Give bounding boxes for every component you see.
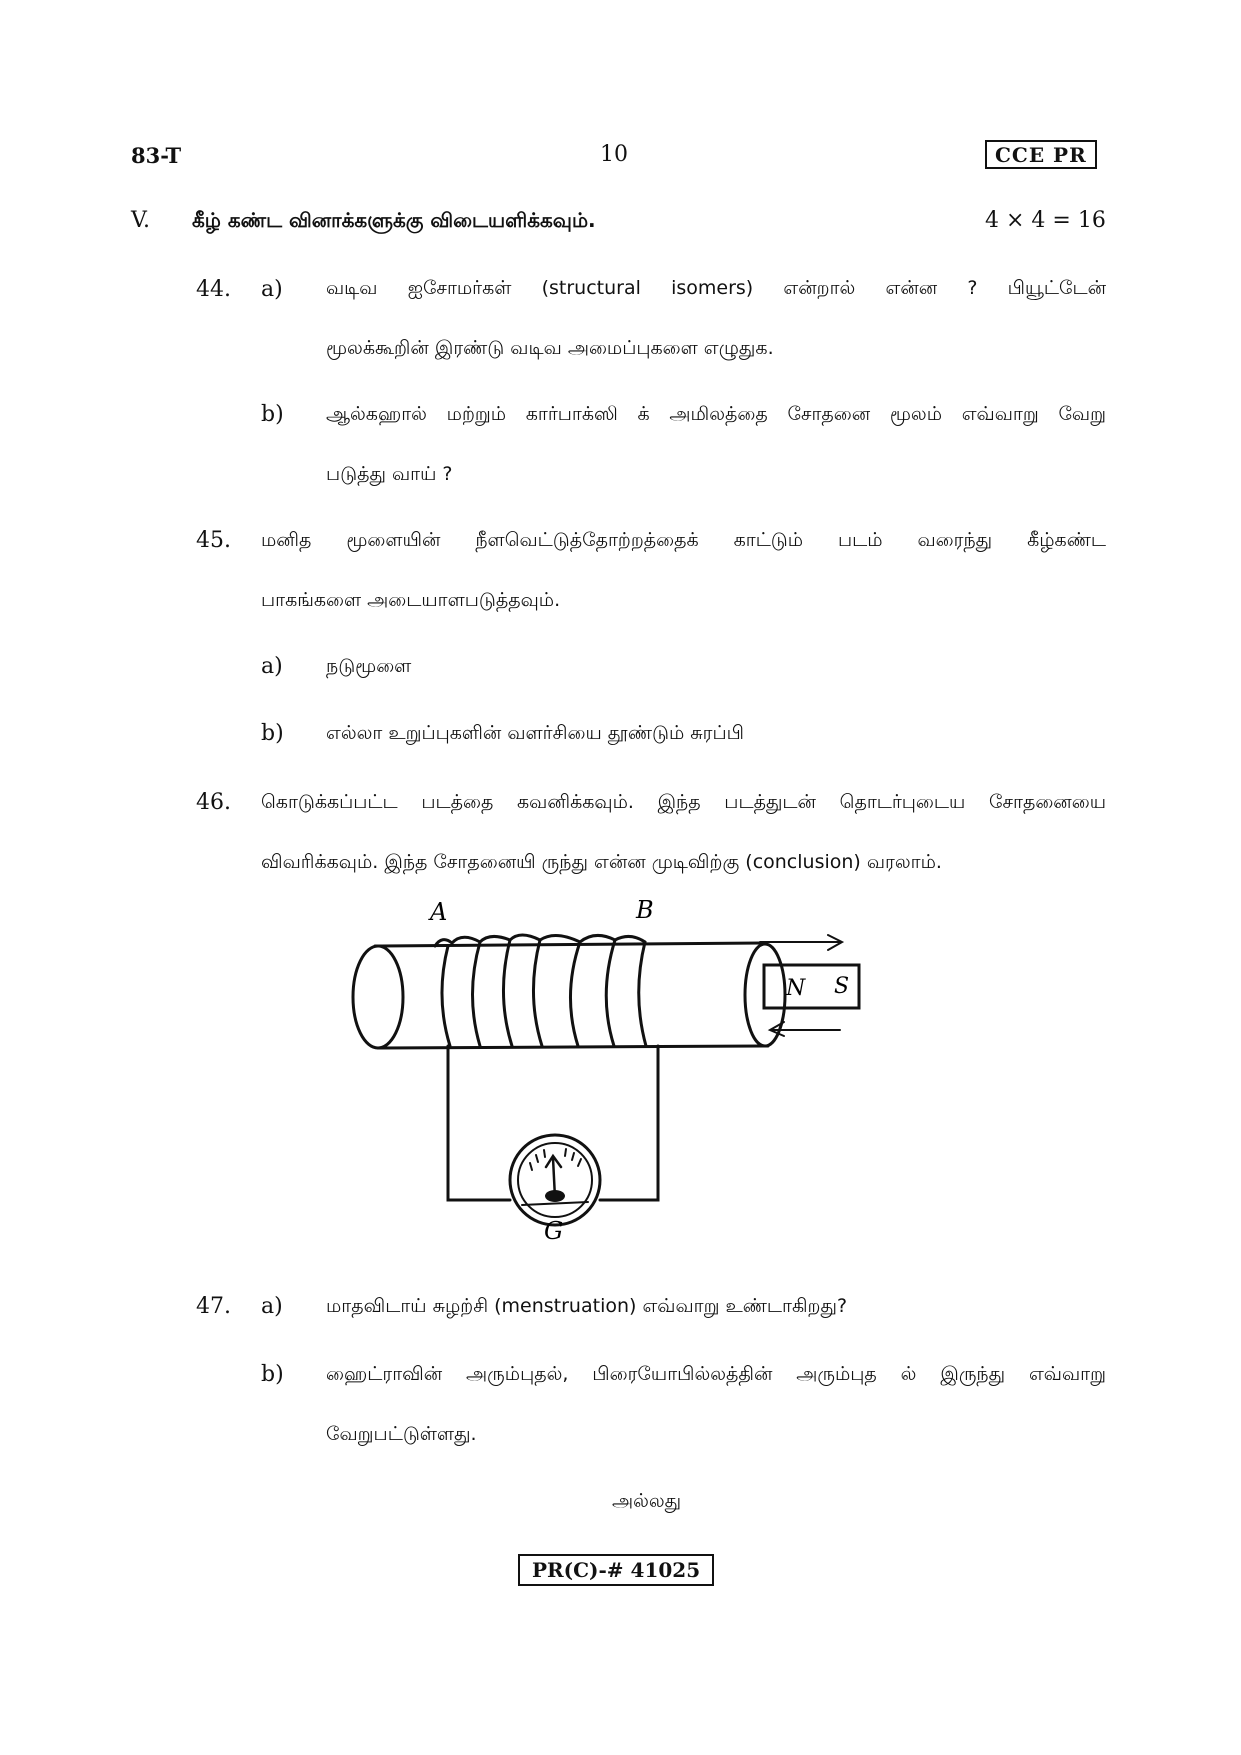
sub-label: b) [261,721,284,746]
wire-b [600,1046,658,1200]
paper-code: 83-T [131,143,182,168]
paper-tag: CCE PR [985,140,1097,169]
question-text: மூலக்கூறின் இரண்டு வடிவ அமைப்புகளை எழுதுக. [326,337,774,359]
section-title: கீழ் கண்ட வினாக்களுக்கு விடையளிக்கவும். [192,208,596,232]
page-number: 10 [600,142,628,167]
sub-label: a) [261,1294,283,1319]
magnet-south-label: S [834,974,850,999]
coil-winding [606,940,615,1046]
question-text: கொடுக்கப்பட்ட படத்தை கவனிக்கவும். இந்த படத்துடன் தொடர்புடைய சோதனையை [261,791,1106,813]
question-text: எல்லா உறுப்புகளின் வளர்சியை தூண்டும் சுரப்பி [326,722,744,744]
sub-label: b) [261,402,284,427]
cylinder-bottom-edge [378,1046,768,1048]
question-text: ஹைட்ராவின் அரும்புதல், பிரையோபில்லத்தின் அரும்புத ல் இருந்து எவ்வாறு [326,1363,1106,1385]
question-number: 44. [196,277,231,302]
or-separator: அல்லது [612,1490,682,1512]
question-text: மாதவிடாய் சுழற்சி (menstruation) எவ்வாறு உண்டாகிறது? [326,1295,848,1317]
sub-label: b) [261,1362,284,1387]
wire-a [448,1046,510,1200]
magnet-north-label: N [786,976,806,1001]
section-marks: 4 × 4 = 16 [985,208,1106,233]
cylinder-top-edge [375,943,765,946]
question-text: மனித மூளையின் நீளவெட்டுத்தோற்றத்தைக் காட்டும் படம் வரைந்து கீழ்கண்ட [261,529,1106,551]
label-b: B [636,896,654,924]
section-number: V. [131,208,151,233]
coil-winding [442,946,450,1046]
question-number: 46. [196,790,231,815]
question-text: வேறுபட்டுள்ளது. [326,1423,477,1445]
label-a: A [430,898,448,926]
galvanometer-label: G [544,1217,564,1245]
question-number: 45. [196,528,231,553]
question-text: விவரிக்கவும். இந்த சோதனையி ருந்து என்ன முடிவிற்கு (conclusion) வரலாம். [261,851,942,873]
coil-winding [503,940,512,1046]
arrow-left [770,1022,840,1036]
question-number: 47. [196,1294,231,1319]
sub-label: a) [261,277,283,302]
cylinder-left-end [353,946,403,1048]
coil-winding [639,942,646,1046]
induction-experiment-figure [340,880,960,1250]
question-text: ஆல்கஹால் மற்றும் கார்பாக்ஸி க் அமிலத்தை சோதனை மூலம் எவ்வாறு வேறு [326,403,1106,425]
coil-winding [473,942,481,1046]
footer-code: PR(C)-# 41025 [518,1554,714,1586]
question-text: வடிவ ஐசோமர்கள் (structural isomers) என்றால் என்ன ? பியூட்டேன் [326,277,1106,299]
question-text: படுத்து வாய் ? [326,463,453,485]
sub-label: a) [261,654,283,679]
coil-winding [533,940,542,1046]
question-text: நடுமூளை [326,655,412,677]
question-text: பாகங்களை அடையாளபடுத்தவும். [261,589,561,611]
coil-winding [570,942,580,1046]
